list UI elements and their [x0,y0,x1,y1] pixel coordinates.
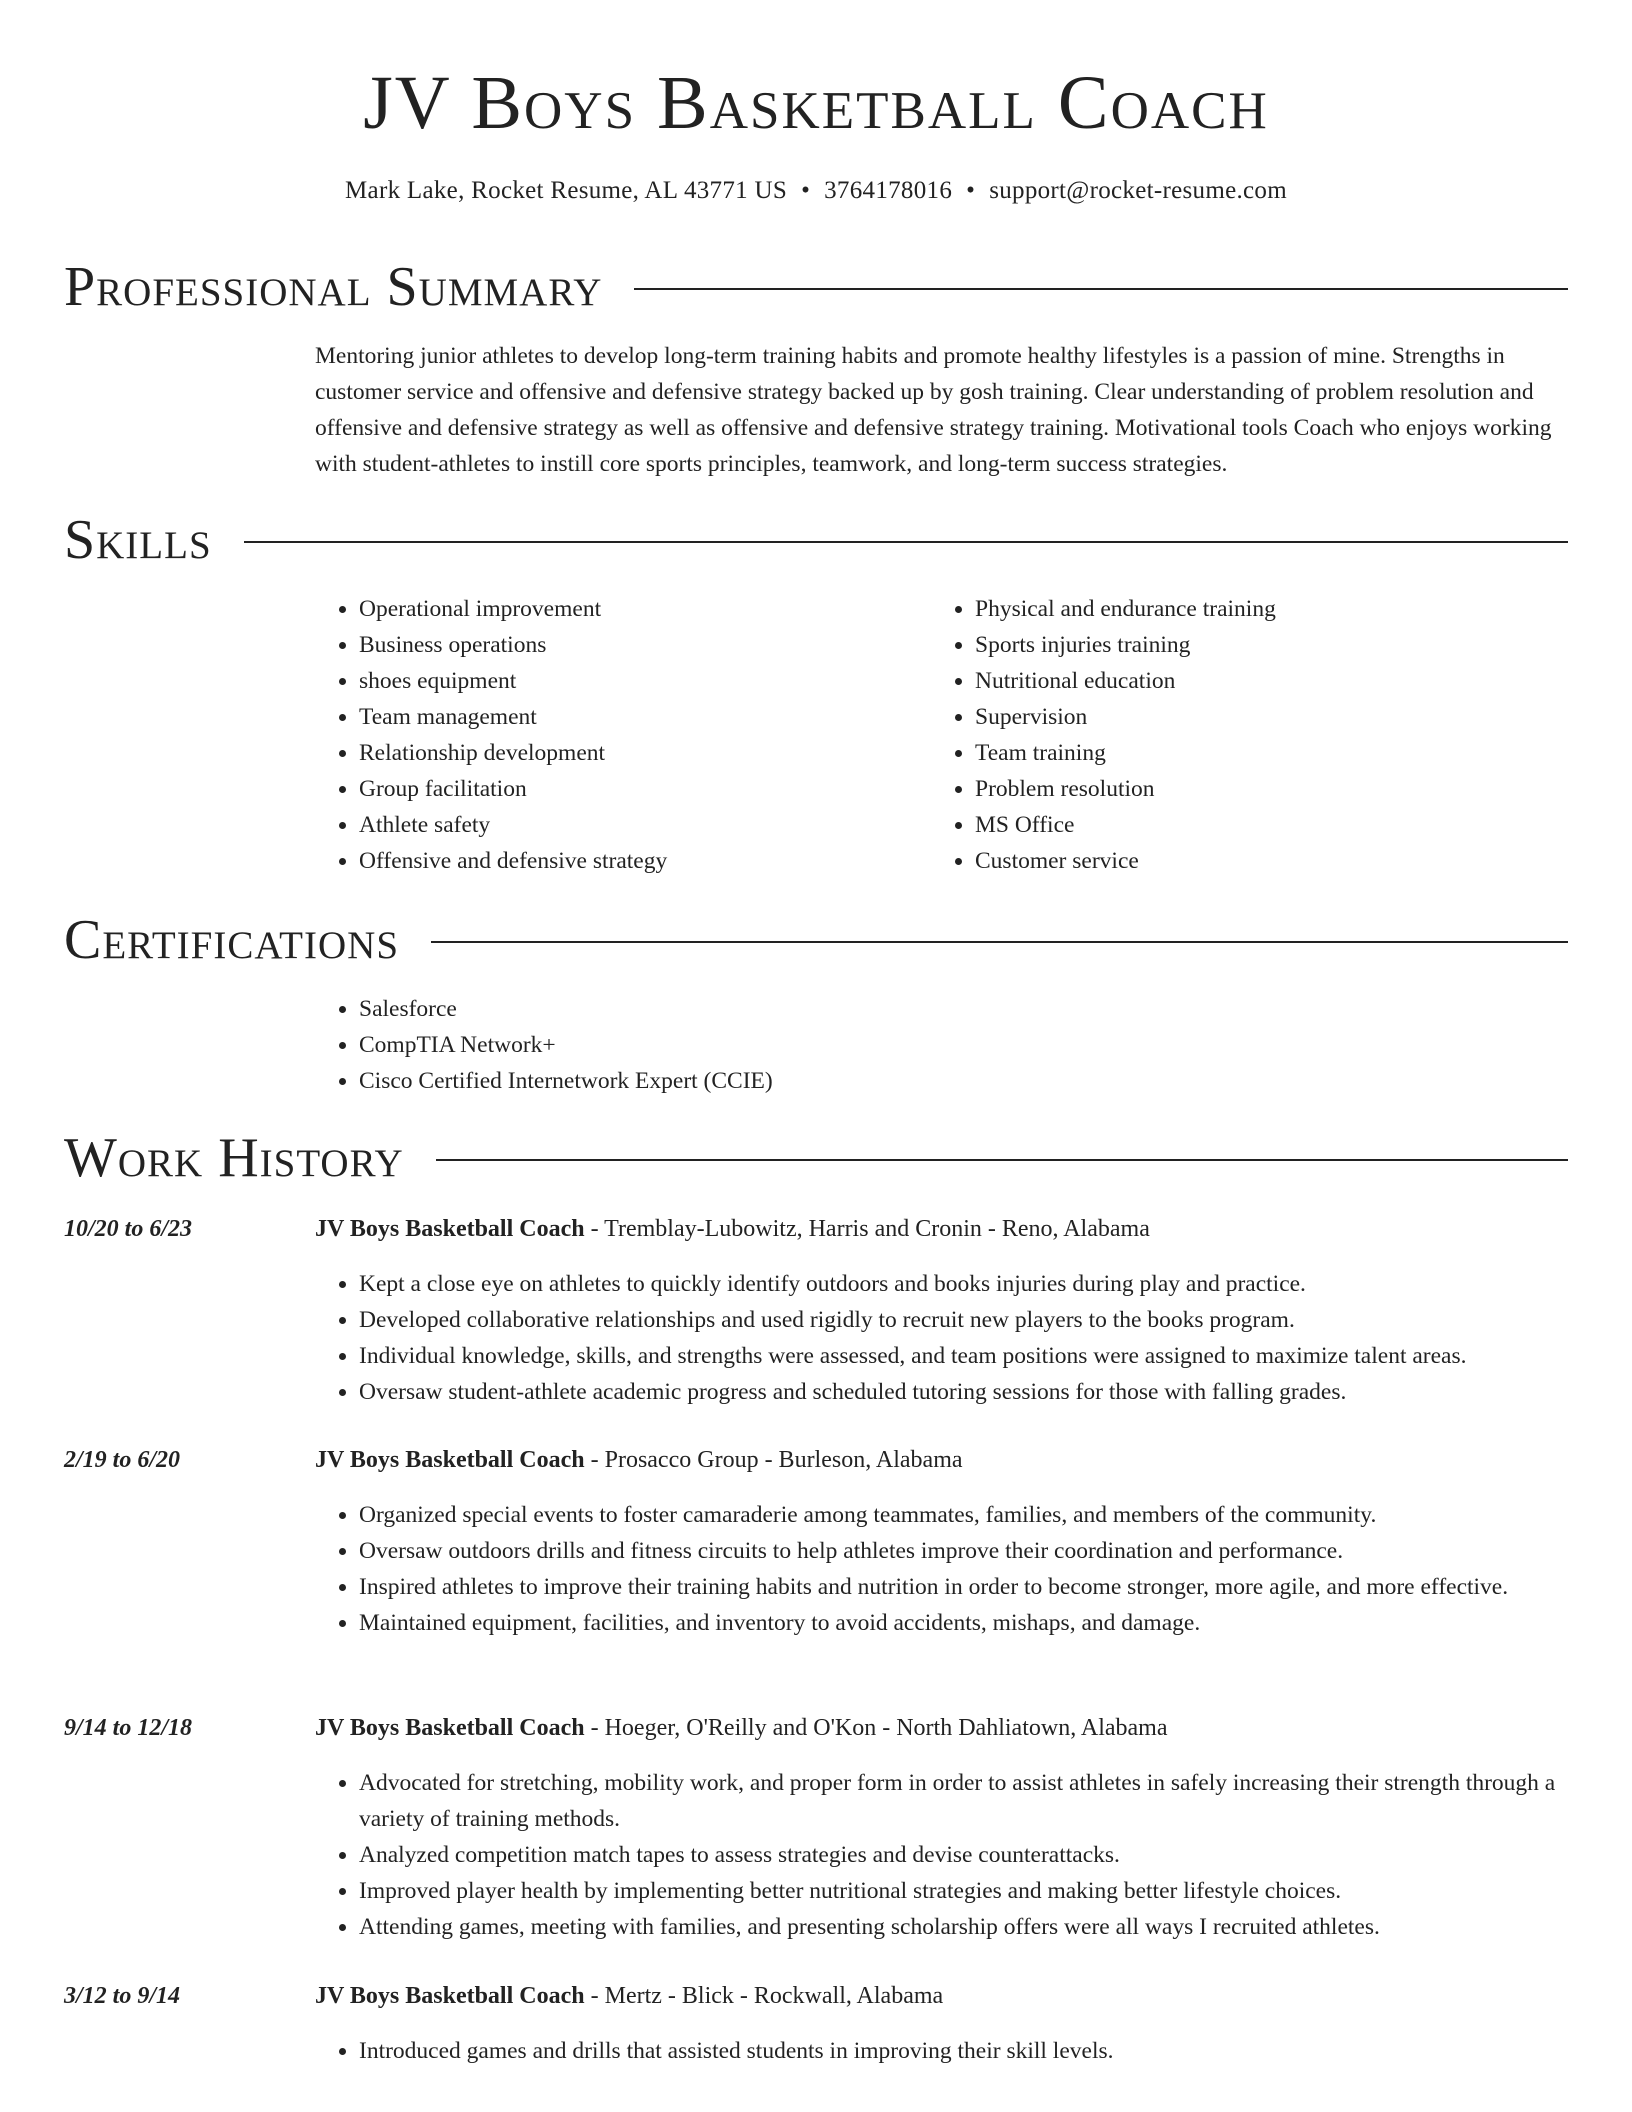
contact-address: Mark Lake, Rocket Resume, AL 43771 US [345,177,788,204]
summary-heading: Professional Summary [64,256,603,318]
skills-column-left [315,591,931,879]
skills-section-header [64,508,1568,572]
job-bullet: • Organized special events to foster camaraderie among teammates, families, and members of the community. [359,1497,1568,1533]
job-bullets-block [315,1266,1568,1410]
job-title: JV Boys Basketball Coach [315,1216,585,1242]
contact-separator: • [966,177,976,204]
job-heading [315,1980,1568,2012]
skills-left-list [315,591,931,879]
job-title: JV Boys Basketball Coach [315,1715,585,1741]
skill-item: • Sports injuries training [975,627,1547,663]
job-bullet: • Introduced games and drills that assisted students in improving their skill levels. [359,2033,1568,2069]
skill-item: • Supervision [975,699,1547,735]
job-heading [315,1712,1568,1744]
job-dates: 9/14 to 12/18 [64,1715,193,1741]
skill-item: • shoes equipment [359,663,931,699]
skill-item: • Physical and endurance training [975,591,1547,627]
contact-email: support@rocket-resume.com [989,177,1287,204]
certification-item: • CompTIA Network+ [359,1027,1568,1063]
summary-section-header [64,255,1568,319]
job-bullet: • Attending games, meeting with families, and presenting scholarship offers were all ways I recruited athletes. [359,1909,1568,1945]
job-bullet: • Inspired athletes to improve their training habits and nutrition in order to become stronger, more agile, and more effective. [359,1569,1568,1605]
resume-title: JV Boys Basketball Coach [363,61,1269,145]
skill-item: • Business operations [359,627,931,663]
section-divider [244,541,1568,543]
skill-item: • Group facilitation [359,771,931,807]
job-heading [315,1213,1568,1245]
job-employer-location: - Prosacco Group - Burleson, Alabama [584,1447,963,1473]
skill-item: • Team management [359,699,931,735]
work-history-section-header [64,1126,1568,1190]
job-bullets-block [315,2033,1568,2069]
job-dates: 3/12 to 9/14 [64,1983,181,2009]
certifications-block [315,991,1568,1099]
skills-column-right [931,591,1547,879]
contact-separator: • [801,177,811,204]
job-bullets [315,1266,1568,1410]
contact-phone: 3764178016 [824,177,953,204]
skills-right-list [931,591,1547,879]
section-divider [634,288,1568,290]
skill-item: • Nutritional education [975,663,1547,699]
skills-heading: Skills [64,509,212,571]
job-heading [315,1444,1568,1476]
work-history-heading: Work History [64,1127,404,1189]
job-bullet: • Maintained equipment, facilities, and inventory to avoid accidents, mishaps, and damage. [359,1605,1568,1641]
job-bullet: • Oversaw student-athlete academic progress and scheduled tutoring sessions for those with falling grades. [359,1374,1568,1410]
skills-list [315,591,1568,879]
job-employer-location: - Mertz - Blick - Rockwall, Alabama [584,1983,944,2009]
job-bullets-block [315,1497,1568,1641]
skill-item: • Problem resolution [975,771,1547,807]
skill-item: • MS Office [975,807,1547,843]
certifications-section-header [64,908,1568,972]
job-bullet: • Analyzed competition match tapes to assess strategies and devise counterattacks. [359,1837,1568,1873]
job-bullet: • Advocated for stretching, mobility work, and proper form in order to assist athletes in safely increasing their strength through a variety of training methods. [359,1765,1568,1837]
certifications-heading: Certifications [64,909,400,971]
certification-item: • Salesforce [359,991,1568,1027]
contact-line [0,175,1632,207]
skill-item: • Offensive and defensive strategy [359,843,931,879]
skill-item: • Team training [975,735,1547,771]
job-employer-location: - Tremblay-Lubowitz, Harris and Cronin - Reno, Alabama [584,1216,1150,1242]
summary-text: Mentoring junior athletes to develop long-term training habits and promote healthy lifestyles is a passion of mine. Strengths in customer service and offensive and defensive strategy backed up by gosh training. Clear understanding of problem resolution and offensive and defensive strategy as well as offensive and defensive strategy training. Motivational tools Coach who enjoys working with student-athletes to instill core sports principles, teamwork, and long-term success strategies. [315,343,1552,477]
job-bullets-block [315,1765,1568,1945]
job-employer-location: - Hoeger, O'Reilly and O'Kon - North Dahliatown, Alabama [584,1715,1168,1741]
job-dates: 2/19 to 6/20 [64,1447,181,1473]
section-divider [431,941,1568,943]
section-divider [436,1159,1568,1161]
job-bullets [315,1765,1568,1945]
certification-item: • Cisco Certified Internetwork Expert (CCIE) [359,1063,1568,1099]
job-bullet: • Developed collaborative relationships and used rigidly to recruit new players to the books program. [359,1302,1568,1338]
skill-item: • Relationship development [359,735,931,771]
skill-item: • Operational improvement [359,591,931,627]
skill-item: • Customer service [975,843,1547,879]
skill-item: • Athlete safety [359,807,931,843]
job-bullet: • Individual knowledge, skills, and strengths were assessed, and team positions were assigned to maximize talent areas. [359,1338,1568,1374]
job-bullets [315,1497,1568,1641]
job-bullet: • Improved player health by implementing better nutritional strategies and making better lifestyle choices. [359,1873,1568,1909]
job-dates: 10/20 to 6/23 [64,1216,193,1242]
job-title: JV Boys Basketball Coach [315,1447,585,1473]
job-bullets [315,2033,1568,2069]
job-bullet: • Kept a close eye on athletes to quickly identify outdoors and books injuries during play and practice. [359,1266,1568,1302]
certifications-list [315,991,1568,1099]
job-title: JV Boys Basketball Coach [315,1983,585,2009]
job-bullet: • Oversaw outdoors drills and fitness circuits to help athletes improve their coordination and performance. [359,1533,1568,1569]
